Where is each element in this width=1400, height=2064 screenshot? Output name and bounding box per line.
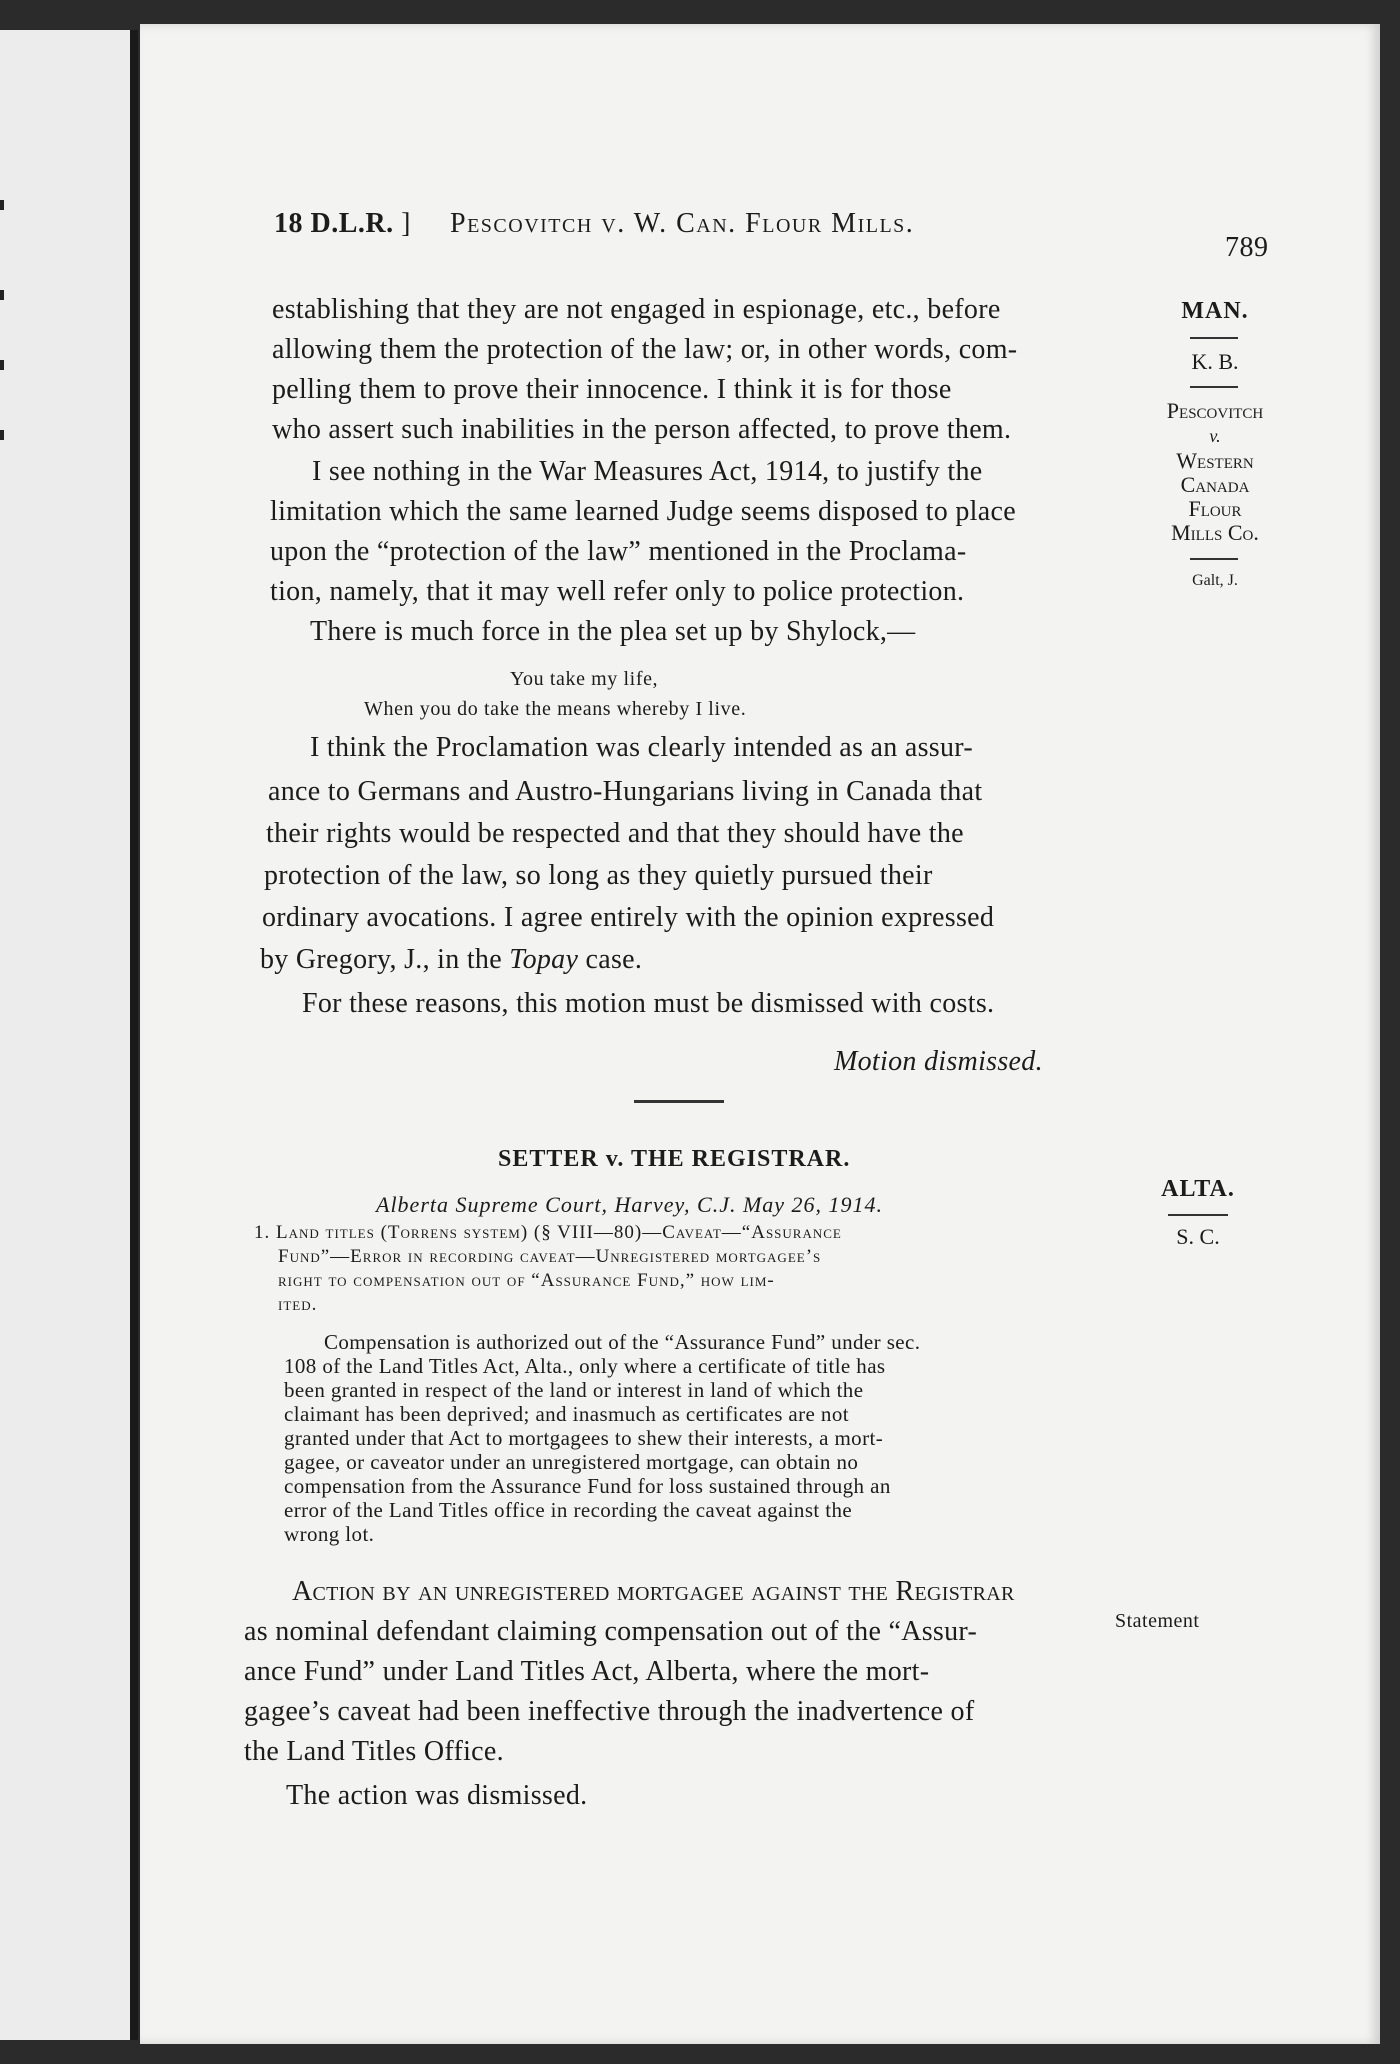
action-line: gagee’s caveat had been ineffective through the inadvertence of [244,1696,975,1727]
running-head-title: Pescovitch v. W. Can. Flour Mills. [450,208,915,239]
summary-line: wrong lot. [284,1522,375,1546]
body-line: tion, namely, that it may well refer only to police protection. [270,576,965,607]
section-divider [634,1100,724,1103]
margin-judge: Galt, J. [1192,572,1238,589]
result-line: The action was dismissed. [286,1780,588,1811]
margin-court-2: S. C. [1176,1224,1220,1249]
margin-party2-line4: Mills Co. [1171,520,1259,545]
verse-line: When you do take the means whereby I live. [364,698,747,720]
action-line: the Land Titles Office. [244,1736,504,1767]
margin-court: K. B. [1191,349,1239,374]
margin-statement: Statement [1115,1610,1200,1632]
summary-line: Compensation is authorized out of the “Assurance Fund” under sec. [324,1330,921,1354]
adjacent-page-edge [0,30,138,2040]
disposition: Motion dismissed. [834,1046,1043,1077]
action-line: ance Fund” under Land Titles Act, Alberta, where the mort- [244,1656,930,1687]
summary-line: error of the Land Titles office in recording the caveat against the [284,1498,853,1522]
page-number: 789 [1225,232,1269,263]
body-line: their rights would be respected and that they should have the [266,818,964,849]
running-head-volume: 18 D.L.R. ] [274,208,411,239]
margin-party1: Pescovitch [1166,398,1264,423]
headnote-line: ited. [278,1294,318,1315]
body-line: ordinary avocations. I agree entirely with the opinion expressed [262,902,995,933]
action-line: Action by an unregistered mortgagee against the Registrar [292,1576,1015,1607]
book-page [140,24,1380,2044]
body-line: For these reasons, this motion must be dismissed with costs. [302,988,995,1019]
body-line: limitation which the same learned Judge seems disposed to place [270,496,1016,527]
headnote-line: Fund”—Error in recording caveat—Unregistered mortgagee’s [278,1246,822,1267]
margin-party2-line2: Canada [1180,472,1250,497]
headnote-line: 1. Land titles (Torrens system) (§ VIII—80)—Caveat—“Assurance [254,1222,842,1243]
body-line: I think the Proclamation was clearly intended as an assur- [310,732,973,763]
case-title: SETTER v. THE REGISTRAR. [498,1146,851,1172]
margin-party2-line3: Flour [1188,496,1242,521]
summary-line: gagee, or caveator under an unregistered mortgage, can obtain no [284,1450,859,1474]
body-line: There is much force in the plea set up by Shylock,— [310,616,916,647]
body-line: who assert such inabilities in the person affected, to prove them. [272,414,1012,445]
summary-line: compensation from the Assurance Fund for loss sustained through an [284,1474,891,1498]
margin-province: MAN. [1181,298,1249,324]
body-line: I see nothing in the War Measures Act, 1914, to justify the [312,456,983,487]
margin-party2-line1: Western [1176,448,1254,473]
summary-line: been granted in respect of the land or interest in land of which the [284,1378,864,1402]
body-line: upon the “protection of the law” mentioned in the Proclama- [270,536,967,567]
headnote-line: right to compensation out of “Assurance Fund,” how lim- [278,1270,775,1291]
court-line: Alberta Supreme Court, Harvey, C.J. May 26, 1914. [376,1192,884,1217]
margin-province-2: ALTA. [1161,1176,1235,1202]
body-line: ance to Germans and Austro-Hungarians living in Canada that [268,776,983,807]
verse-line: You take my life, [510,668,659,690]
summary-line: 108 of the Land Titles Act, Alta., only where a certificate of title has [284,1354,886,1378]
body-line: pelling them to prove their innocence. I think it is for those [272,374,952,405]
body-line: establishing that they are not engaged in espionage, etc., before [272,294,1001,325]
body-line: protection of the law, so long as they quietly pursued their [264,860,933,891]
body-line: allowing them the protection of the law; or, in other words, com- [272,334,1018,365]
body-line-gregory: by Gregory, J., in the Topay case. [260,944,643,975]
summary-line: granted under that Act to mortgagees to shew their interests, a mort- [284,1426,884,1450]
action-line: as nominal defendant claiming compensation out of the “Assur- [244,1616,978,1647]
summary-line: claimant has been deprived; and inasmuch as certificates are not [284,1402,849,1426]
margin-versus: v. [1209,426,1221,446]
